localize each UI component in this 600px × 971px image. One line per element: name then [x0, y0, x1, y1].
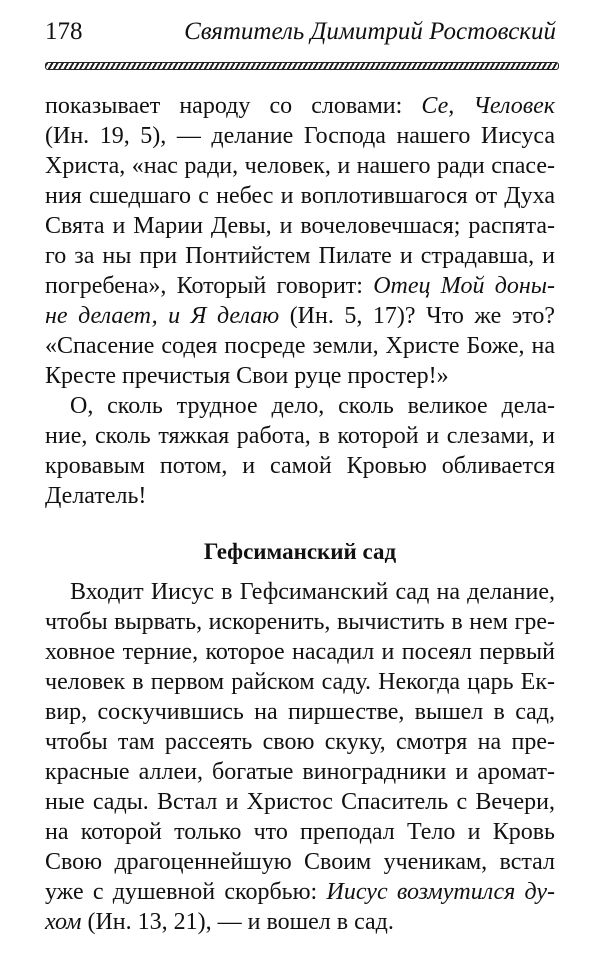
text-line — [45, 211, 555, 241]
text-line — [45, 877, 555, 907]
text-segment: О, сколь трудное дело, сколь великое дела- — [70, 393, 555, 419]
text-segment: Кресте пречистыя Свои руце простер!» — [45, 363, 449, 389]
text-segment: Свою драгоценнейшую Своим ученикам, встал — [45, 849, 555, 875]
text-line — [45, 787, 555, 817]
text-line — [45, 91, 555, 121]
text-segment: чтобы вырвать, искоренить, вычистить в нем гре- — [45, 609, 555, 635]
text-line — [45, 451, 555, 481]
text-line — [45, 727, 555, 757]
text-segment: «Спасение содея посреде земли, Христе Боже, на — [45, 333, 555, 359]
text-segment: уже с душевной скорбью: — [45, 879, 327, 905]
text-segment: на которой только что преподал Тело и Кровь — [45, 819, 555, 845]
text-segment: показывает народу со словами: — [45, 93, 422, 119]
text-line — [45, 391, 555, 421]
text-line — [45, 271, 555, 301]
text-segment: ние, сколь тяжкая работа, в которой и слезами, и — [45, 423, 555, 449]
text-segment: вир, соскучившись на пиршестве, вышел в сад, — [45, 699, 555, 725]
running-title: Святитель Димитрий Ростовский — [184, 18, 556, 45]
text-line — [45, 907, 555, 937]
text-segment: (Ин. 13, 21), — и вошел в сад. — [81, 909, 394, 935]
italic-quote-segment: Отец Мой доны- — [373, 273, 555, 299]
rope-divider — [45, 62, 559, 70]
text-segment: кровавым потом, и самой Кровью обливается — [45, 453, 555, 479]
text-line — [45, 817, 555, 847]
italic-quote-segment: Се, Человек — [421, 93, 556, 119]
text-line — [45, 637, 555, 667]
page-number: 178 — [45, 18, 83, 45]
text-line — [45, 151, 555, 181]
text-segment: Входит Иисус в Гефсиманский сад на делание, — [70, 579, 555, 605]
text-line — [45, 847, 555, 877]
text-segment: ховное терние, которое насадил и посеял первый — [45, 639, 555, 665]
text-segment: Христа, «нас ради, человек, и нашего ради спасе- — [45, 153, 555, 179]
text-line — [45, 607, 555, 637]
text-line — [45, 667, 555, 697]
text-line — [45, 331, 555, 361]
text-block-bottom — [45, 577, 555, 937]
text-line — [45, 757, 555, 787]
text-segment: ния сшедшаго с небес и воплотившагося от Духа — [45, 183, 555, 209]
text-line — [45, 241, 555, 271]
text-segment: (Ин. 5, 17)? Что же это? — [279, 303, 555, 329]
italic-quote-segment: не делает, и Я делаю — [45, 303, 280, 329]
text-segment: Свята и Марии Девы, и вочеловечшася; распята- — [45, 213, 555, 239]
text-segment: человек в первом райском саду. Некогда царь Ек- — [45, 669, 555, 695]
text-segment: го за ны при Понтийстем Пилате и страдавша, и — [45, 243, 555, 269]
text-line — [45, 181, 555, 211]
text-segment: ные сады. Встал и Христос Спаситель с Вечери, — [45, 789, 555, 815]
section-heading: Гефсиманский сад — [203, 539, 397, 564]
text-line — [45, 361, 555, 391]
text-segment: погребена», Который говорит: — [45, 273, 374, 299]
text-line — [45, 121, 555, 151]
text-line — [45, 301, 555, 331]
text-line — [45, 577, 555, 607]
italic-quote-segment: хом — [45, 909, 82, 935]
text-line — [45, 481, 555, 511]
text-segment: чтобы там рассеять свою скуку, смотря на пре- — [45, 729, 555, 755]
italic-quote-segment: Иисус возмутился ду- — [326, 879, 556, 905]
text-line — [45, 697, 555, 727]
text-line — [45, 421, 555, 451]
text-segment: Делатель! — [45, 483, 147, 509]
text-segment: красные аллеи, богатые виноградники и аромат- — [45, 759, 555, 785]
text-segment: (Ин. 19, 5), — делание Господа нашего Иисуса — [45, 123, 555, 149]
text-block-top — [45, 91, 555, 511]
